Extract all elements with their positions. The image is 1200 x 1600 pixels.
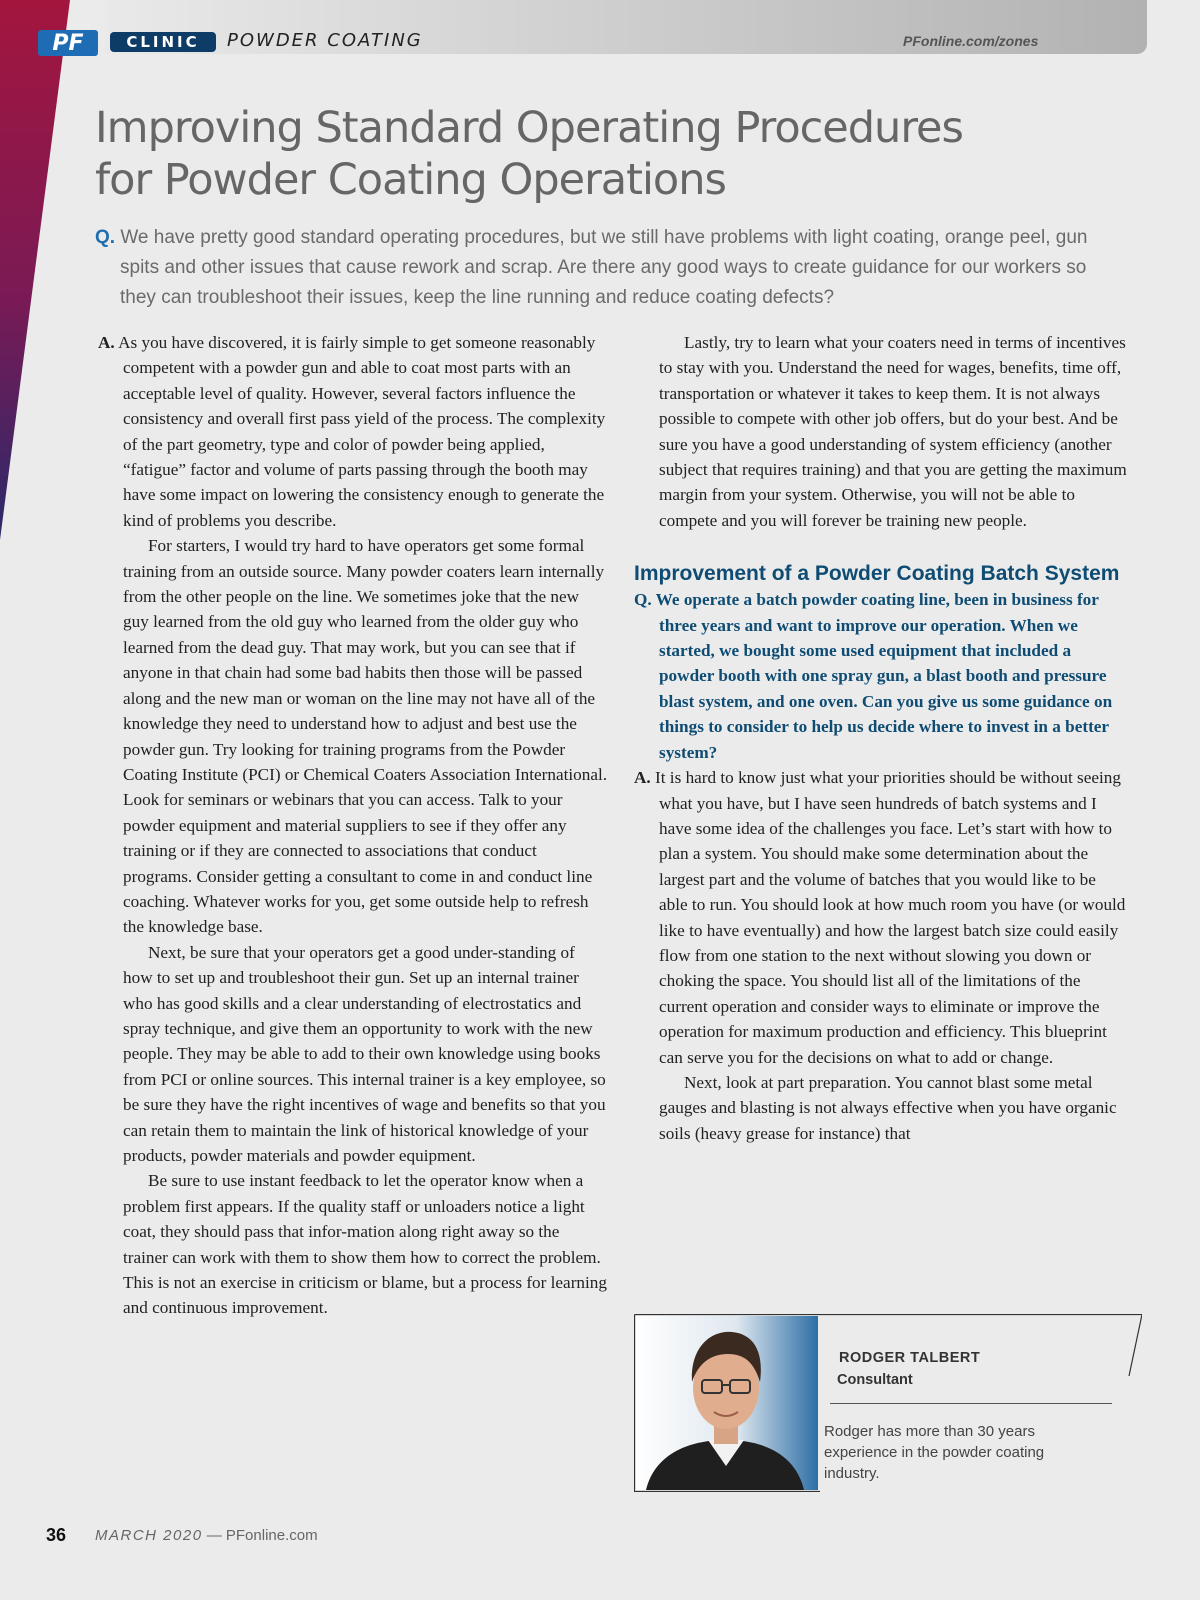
answer-paragraph-3: Next, be sure that your operators get a good under-standing of how to set up and troubleshoot their gun. Set up an internal trainer who has good skills and a clear understanding of electrostatics and spray technique, and give them an opportunity to work with the new people. They may be able to add to their own knowledge using books from PCI or online sources. This internal trainer is a key employee, so be sure they have the right incentives of wage and benefits so that you can retain them to maintain the link of historical knowledge of your products, powder materials and powder equipment. [123,942,606,1165]
article-title [95,102,1095,206]
pf-logo: PF [38,30,98,56]
left-column [98,330,608,1321]
footer-month: MARCH 2020 [95,1527,203,1544]
title-line-1: Improving Standard Operating Procedures [95,103,963,153]
author-photo [636,1316,818,1490]
right-column [634,330,1128,1146]
answer-a-label: A. [98,333,115,352]
answer-paragraph-1 [98,330,608,533]
second-q-label: Q. [634,590,652,610]
second-a-label: A. [634,768,651,788]
header-url[interactable]: PFonline.com/zones [903,33,1039,49]
author-name: RODGER TALBERT [839,1350,981,1366]
footer-line [95,1527,318,1544]
second-question-text: We operate a batch powder coating line, been in business for three years and want to improve our operation. When we started, we bought some used equipment that included a powder booth with one spray gun, a blast booth and pressure blast system, and one oven. Can you give us some guidance on things to consider to help us decide where to invest in a better system? [655,590,1113,762]
author-portrait-illustration [636,1316,818,1490]
footer-separator: — [206,1527,222,1544]
lead-question-text: We have pretty good standard operating procedures, but we still have problems with light coating, orange peel, gun spits and other issues that cause rework and scrap. Are there any good ways to create guidance for our workers so they can troubleshoot their issues, keep the line running and reduce coating defects? [120,227,1088,308]
author-card [634,1314,1142,1492]
lead-q-label: Q. [95,227,116,248]
answer-paragraph-1-text: As you have discovered, it is fairly simple to get someone reasonably competent with a powder gun and able to coat most parts with an acceptable level of quality. However, several factors influence the consistency and overall first pass yield of the process. The complexity of the part geometry, type and color of powder being applied, “fatigue” factor and volume of parts passing through the booth may have some impact on lowering the consistency enough to generate the kind of problems you describe. [118,333,606,530]
answer-paragraph-2: For starters, I would try hard to have operators get some formal training from an outside source. Many powder coaters learn internally from the other people on the line. We sometimes joke that the new guy learned from the old guy who learned from the older guy who learned from the dead guy. That may work, but you can see that if anyone in that chain had some bad habits then those will be passed along and the new man or woman on the line may not have all of the knowledge they need to understand how to adjust and best use the powder gun. Try looking for training programs from the Powder Coating Institute (PCI) or Chemical Coaters Association International. Look for seminars or webinars that you can access. Talk to your powder equipment and material suppliers to see if they offer any training or if they are connected to associations that conduct programs. Consider getting a consultant to come in and conduct line coaching. Whatever works for you, get some outside help to refresh the knowledge base. [123,536,608,937]
second-question [634,587,1128,765]
second-answer-paragraph-1 [634,765,1128,1070]
page-number: 36 [46,1525,67,1545]
lead-question [95,223,1110,313]
second-answer-text-1: It is hard to know just what your priorities should be without seeing what you have, but I have seen hundreds of batch systems and I have some idea of the challenges you face. Let’s start with how to plan a system. You should make some determination about the largest part and the volume of batches that you would like to be able to run. You should look at how much room you have (or would like to have eventually) and how the largest batch size could easily flow from one station to the next without slowing you down or choking the space. You should list all of the limitations of the current operation and consider ways to eliminate or improve the operation for maximum production and efficiency. This blueprint can serve you for the decisions on what to add or change. [655,768,1126,1067]
section-name: POWDER COATING [227,30,423,51]
answer-paragraph-5: Lastly, try to learn what your coaters need in terms of incentives to stay with you. Understand the need for wages, benefits, time off, transportation or whatever it takes to keep them. It is not always possible to compete with other job offers, but do your best. And be sure you have a good understanding of system efficiency (another subject that requires training) and that you are getting the maximum margin from your system. Otherwise, you will not be able to compete and you will forever be training new people. [659,333,1127,530]
author-role: Consultant [837,1372,913,1388]
author-bio: Rodger has more than 30 years experience in the powder coating industry. [824,1423,1045,1482]
side-color-stripe [0,0,70,540]
answer-paragraph-4: Be sure to use instant feedback to let the operator know when a problem first appears. If the quality staff or unloaders notice a light coat, they should pass that infor-mation along right away so the trainer can work with them to show them how to correct the problem. This is not an exercise in criticism or blame, but a process for learning and continuous improvement. [123,1171,607,1318]
author-divider [830,1403,1112,1404]
footer-site[interactable]: PFonline.com [225,1527,318,1544]
second-question-heading: Improvement of a Powder Coating Batch System [634,562,1120,586]
clinic-badge: CLINIC [110,32,216,52]
title-line-2: for Powder Coating Operations [95,155,726,205]
second-answer-paragraph-2: Next, look at part preparation. You cannot blast some metal gauges and blasting is not always effective when you have organic soils (heavy grease for instance) that [659,1072,1117,1143]
